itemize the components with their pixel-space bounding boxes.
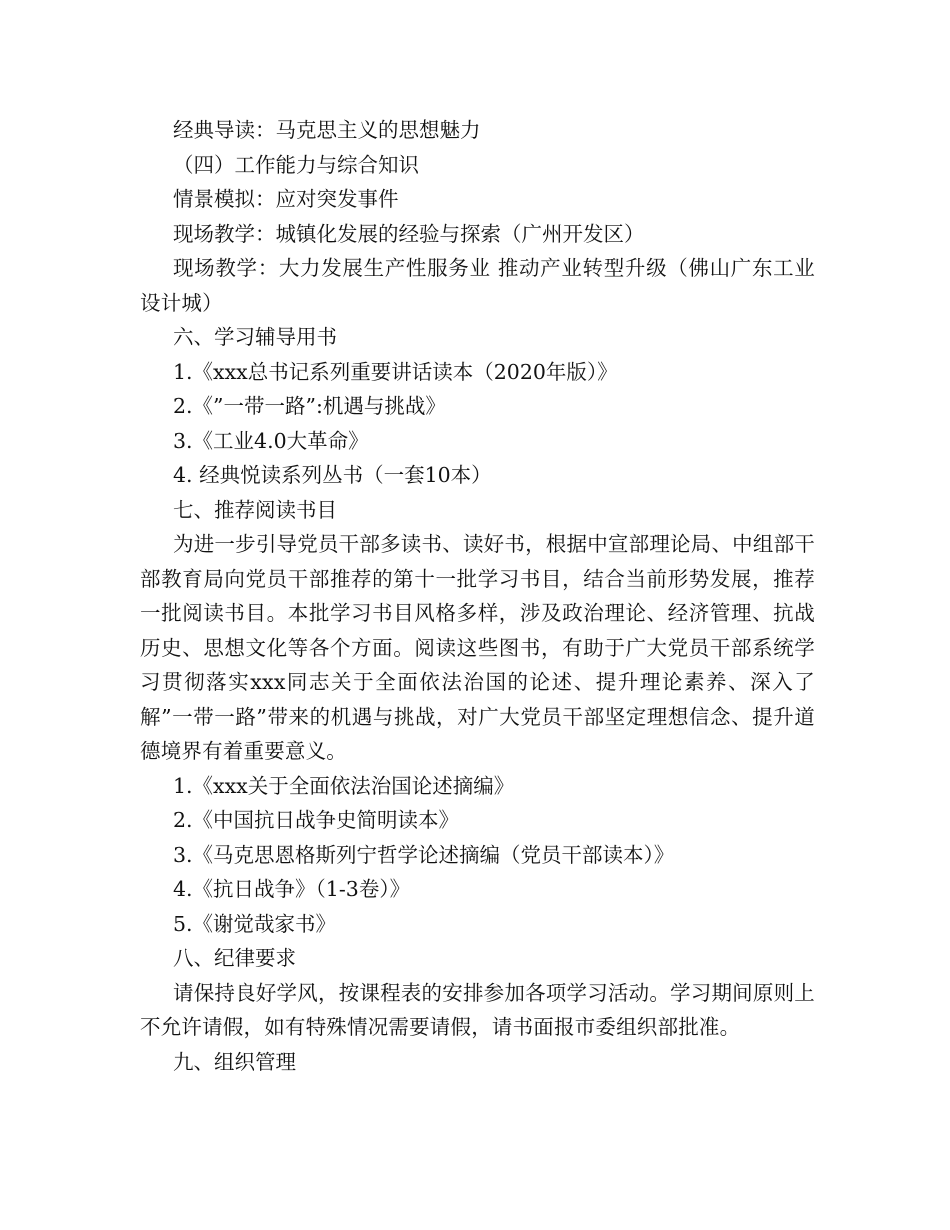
text-line: 情景模拟：应对突发事件: [173, 187, 399, 211]
list-item: 4.《抗日战争》（1-3卷）》: [173, 877, 411, 901]
list-item: 3.《工业4.0大革命》: [173, 428, 369, 453]
text-line: （四）工作能力与综合知识: [173, 152, 419, 177]
text-line: 经典导读：马克思主义的思想魅力: [173, 118, 481, 142]
list-item: 3.《马克思恩格斯列宁哲学论述摘编（党员干部读本）》: [173, 842, 675, 867]
list-item: 1.《xxx关于全面依法治国论述摘编》: [173, 773, 515, 798]
list-item: 4. 经典悦读系列丛书（一套10本）: [173, 463, 492, 487]
field-teaching-paragraph: 现场教学：大力发展生产性服务业 推动产业转型升级（佛山广东工业设计城）: [140, 256, 815, 315]
list-item: 2.《中国抗日战争史简明读本》: [173, 808, 460, 832]
list-item: 1.《xxx总书记系列重要讲话读本（2020年版）》: [173, 359, 618, 384]
list-item: 5.《谢觉哉家书》: [173, 911, 337, 936]
list-item: 2.《”一带一路”:机遇与挑战》: [173, 394, 446, 418]
text-line: 现场教学：城镇化发展的经验与探索（广州开发区）: [173, 221, 645, 246]
section-heading-6: 六、学习辅导用书: [173, 325, 337, 349]
section-heading-7: 七、推荐阅读书目: [173, 497, 337, 522]
section-heading-8: 八、纪律要求: [173, 946, 296, 970]
section-heading-9: 九、组织管理: [173, 1049, 296, 1074]
reading-list-paragraph: 为进一步引导党员干部多读书、读好书，根据中宣部理论局、中组部干部教育局向党员干部推荐的第十一批学习书目，结合当前形势发展，推荐一批阅读书目。本批学习书目风格多样，涉及政治理论、经济管理、抗战历史、思想文化等各个方面。阅读这些图书，有助于广大党员干部系统学习贯彻落实xxx同志关于全面依法治国的论述、提升理论素养、深入了解”一带一路”带来的机遇与挑战，对广大党员干部坚定理想信念、提升道德境界有着重要意义。: [140, 532, 815, 763]
document-page: [140, 113, 815, 1079]
discipline-paragraph: 请保持良好学风，按课程表的安排参加各项学习活动。学习期间原则上不允许请假，如有特殊情况需要请假，请书面报市委组织部批准。: [140, 980, 815, 1039]
